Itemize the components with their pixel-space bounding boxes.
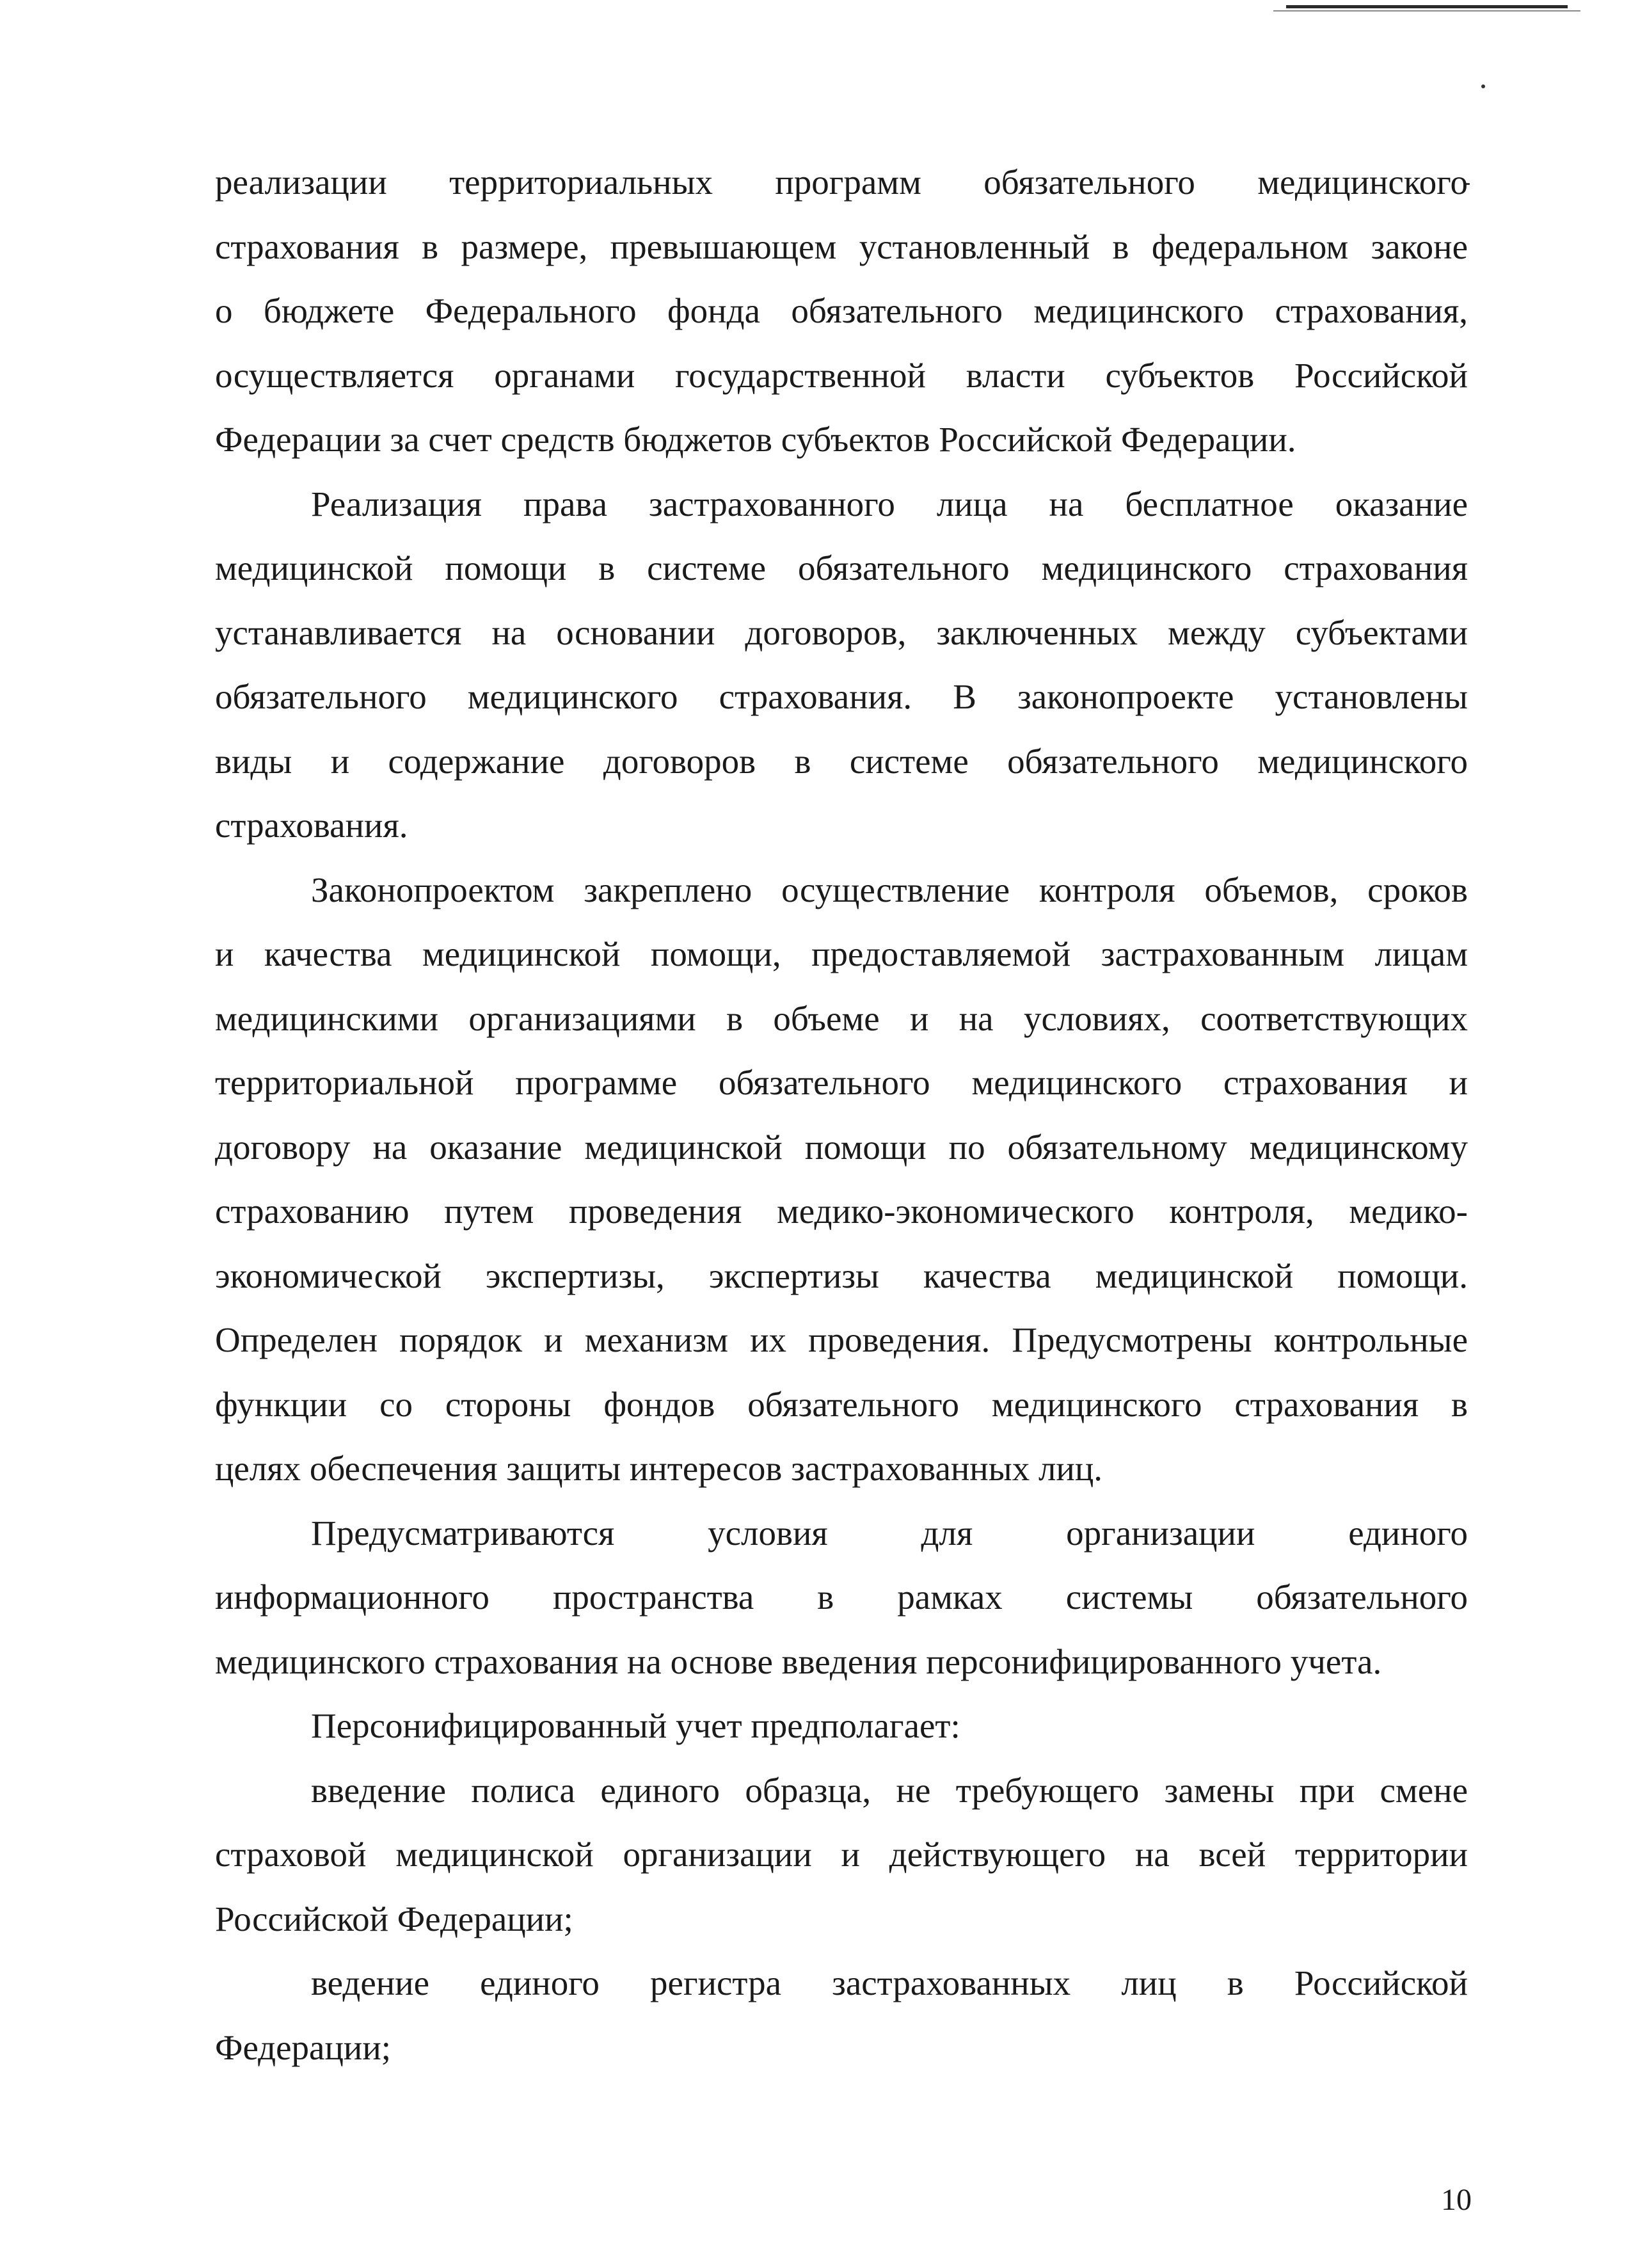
text-line: медицинского страхования на основе введения персонифицированного учета. (215, 1641, 1382, 1681)
text-line: Персонифицированный учет предполагает: (311, 1706, 960, 1745)
text-line: договору на оказание медицинской помощи по обязательному медицинскому (215, 1127, 1468, 1167)
paragraph-1 (215, 150, 1468, 472)
text-line: страхованию путем проведения медико-экономического контроля, медико- (215, 1192, 1468, 1231)
text-line: территориальной программе обязательного медицинского страхования и (215, 1063, 1468, 1102)
scan-speck (1481, 84, 1485, 88)
text-line: введение полиса единого образца, не требующего замены при смене (311, 1770, 1468, 1810)
paragraph-5 (215, 1694, 1468, 1759)
text-line: информационного пространства в рамках системы обязательного (215, 1577, 1468, 1617)
text-line: Российской Федерации; (215, 1899, 573, 1938)
text-line: осуществляется органами государственной власти субъектов Российской (215, 355, 1468, 395)
text-line: обязательного медицинского страхования. В законопроекте установлены (215, 677, 1468, 716)
text-line: целях обеспечения защиты интересов застрахованных лиц. (215, 1449, 1103, 1488)
scan-edge-line-thin (1273, 10, 1580, 12)
text-line: и качества медицинской помощи, предоставляемой застрахованным лицам (215, 934, 1468, 973)
document-body (215, 150, 1468, 2080)
paragraph-7 (215, 1951, 1468, 2080)
text-line: функции со стороны фондов обязательного медицинского страхования в (215, 1384, 1468, 1424)
paragraph-3 (215, 858, 1468, 1501)
text-line: страхования. (215, 806, 408, 845)
text-line: о бюджете Федерального фонда обязательного медицинского страхования, (215, 291, 1468, 330)
text-line: экономической экспертизы, экспертизы качества медицинской помощи. (215, 1256, 1468, 1295)
text-line: реализации территориальных программ обязательного медицинского (215, 163, 1468, 202)
text-line: Предусматриваются условия для организации единого (311, 1513, 1468, 1553)
text-line: Федерации; (215, 2027, 392, 2067)
text-line: Определен порядок и механизм их проведения. Предусмотрены контрольные (215, 1320, 1468, 1359)
text-line: медицинской помощи в системе обязательного медицинского страхования (215, 548, 1468, 587)
page-number: 10 (1441, 2183, 1472, 2217)
text-line: медицинскими организациями в объеме и на условиях, соответствующих (215, 998, 1468, 1038)
text-line: устанавливается на основании договоров, заключенных между субъектами (215, 612, 1468, 652)
text-line: Федерации за счет средств бюджетов субъектов Российской Федерации. (215, 420, 1296, 459)
text-line: виды и содержание договоров в системе обязательного медицинского (215, 741, 1468, 781)
paragraph-2 (215, 472, 1468, 858)
paragraph-6 (215, 1759, 1468, 1952)
text-line: страхования в размере, превышающем установленный в федеральном законе (215, 227, 1468, 266)
text-line: Законопроектом закреплено осуществление контроля объемов, сроков (311, 870, 1468, 909)
text-line: ведение единого регистра застрахованных лиц в Российской (311, 1963, 1468, 2002)
text-line: Реализация права застрахованного лица на бесплатное оказание (311, 484, 1468, 523)
text-line: страховой медицинской организации и действующего на всей территории (215, 1835, 1468, 1874)
paragraph-4 (215, 1501, 1468, 1695)
scan-edge-line (1286, 5, 1568, 8)
